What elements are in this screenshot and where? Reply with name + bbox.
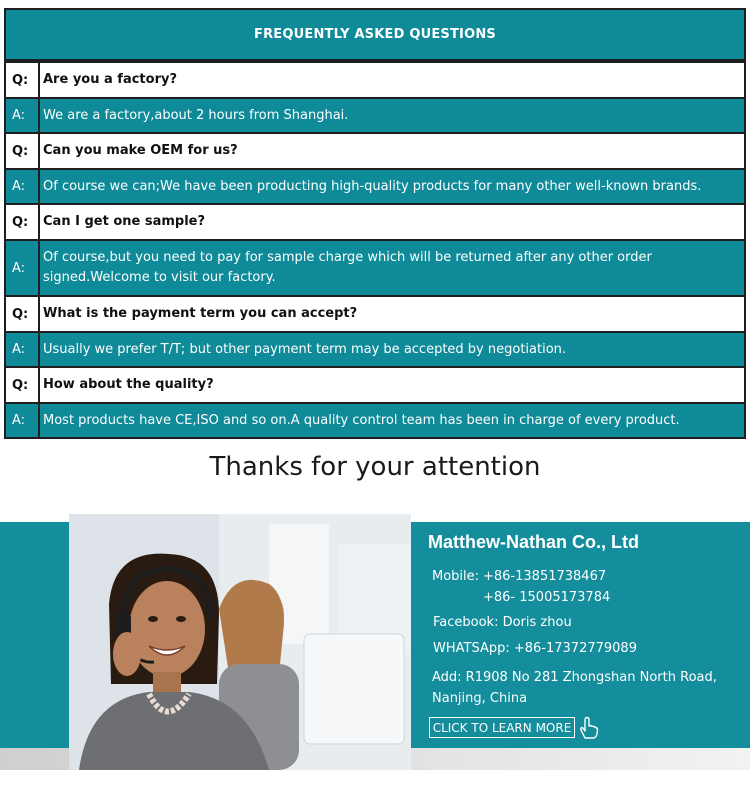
question-text: Are you a factory? [43, 72, 178, 87]
faq-answer-row [6, 331, 744, 366]
faq-answer-row [6, 239, 744, 295]
question-tag: Q: [6, 368, 40, 402]
address-line-2: Nanjing, China [432, 691, 528, 706]
question-tag: Q: [6, 134, 40, 168]
question-tag: Q: [6, 297, 40, 331]
thanks-heading: Thanks for your attention [209, 452, 541, 482]
answer-tag: A: [6, 333, 40, 366]
question-text: How about the quality? [43, 377, 214, 392]
whatsapp-contact: WHATSApp: +86-17372779089 [433, 641, 637, 656]
faq-title: FREQUENTLY ASKED QUESTIONS [6, 10, 744, 61]
mobile-number-1: +86-13851738467 [483, 569, 607, 584]
question-text: Can you make OEM for us? [43, 143, 238, 158]
answer-text: We are a factory,about 2 hours from Shanghai. [43, 107, 349, 123]
mobile-number-2: +86- 15005173784 [483, 590, 611, 605]
pointer-hand-icon [578, 716, 600, 740]
faq-question-row [6, 61, 744, 97]
faq-answer-row [6, 97, 744, 132]
answer-tag: A: [6, 404, 40, 437]
faq-question-row [6, 132, 744, 168]
answer-text: Most products have CE,ISO and so on.A quality control team has been in charge of every product. [43, 412, 680, 428]
learn-more-button[interactable]: CLICK TO LEARN MORE [429, 717, 575, 738]
question-tag: Q: [6, 63, 40, 97]
answer-tag: A: [6, 241, 40, 295]
address-line-1: Add: R1908 No 281 Zhongshan North Road, [432, 670, 717, 685]
answer-tag: A: [6, 170, 40, 203]
answer-tag: A: [6, 99, 40, 132]
answer-text: Of course we can;We have been producting high-quality products for many other well-known brands. [43, 178, 702, 194]
answer-text: Usually we prefer T/T; but other payment term may be accepted by negotiation. [43, 341, 567, 357]
mobile-label: Mobile: [432, 569, 480, 584]
facebook-contact: Facebook: Doris zhou [433, 615, 572, 630]
question-tag: Q: [6, 205, 40, 239]
answer-text: Of course,but you need to pay for sample charge which will be returned after any other order signed.Welcome to visit our factory. [43, 250, 652, 285]
faq-answer-row [6, 402, 744, 437]
company-name: Matthew-Nathan Co., Ltd [428, 532, 639, 552]
faq-table [4, 8, 746, 439]
faq-question-row [6, 203, 744, 239]
customer-service-illustration [69, 514, 411, 770]
faq-question-row [6, 295, 744, 331]
question-text: What is the payment term you can accept? [43, 306, 358, 321]
question-text: Can I get one sample? [43, 214, 206, 229]
faq-answer-row [6, 168, 744, 203]
customer-service-photo [69, 514, 411, 770]
faq-question-row [6, 366, 744, 402]
